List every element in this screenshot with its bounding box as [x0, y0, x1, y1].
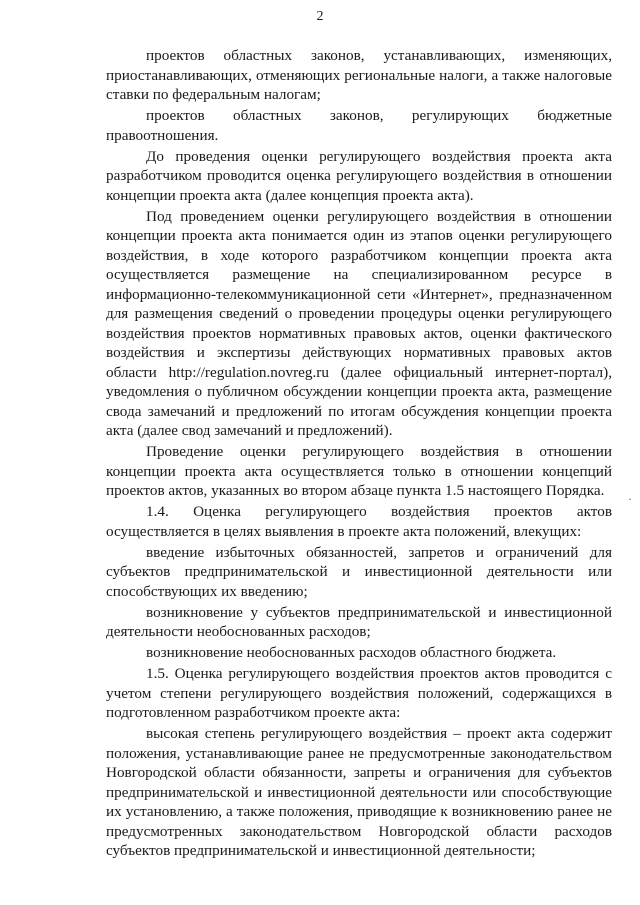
paragraph-concept-definition: Под проведением оценки регулирующего воздействия в отношении концепции проекта акта понимается один из этапов оценки регулирующего воздействия, в ходе которого разработчиком концепции проекта акта осуществляется размещение на специализированном ресурсе в информационно-телекоммуникационной сети «Интернет», предназначенном для размещения сведений о проведении процедуры оценки регулирующего воздействия проектов нормативных правовых актов, оценки фактического воздействия и экспертизы действующих нормативных правовых актов области http://regulation.novreg.ru (далее официальный интернет-портал), уведомления о публичном обсуждении концепции проекта акта, размещение свода замечаний и предложений по итогам обсуждения концепции проекта акта (далее свод замечаний и предложений). [106, 207, 612, 439]
paragraph-unjustified-expenses: возникновение у субъектов предпринимательской и инвестиционной деятельности необоснованных расходов; [106, 603, 612, 640]
paragraph-concept-scope: Проведение оценки регулирующего воздействия в отношении концепции проекта акта осуществляется только в отношении концепций проектов актов, указанных во втором абзаце пункта 1.5 настоящего Порядка. [106, 443, 612, 499]
paragraph-high-degree: высокая степень регулирующего воздействия – проект акта содержит положения, устанавливающие ранее не предусмотренные законодательством Новгородской области обязанности, запреты и ограничения для субъектов предпринимательской и инвестиционной деятельности или способствующие их установлению, а также положения, приводящие к возникновению ранее не предусмотренных законодательством Новгородской области расходов субъектов предпринимательской и инвестиционной деятельности; [106, 725, 612, 859]
paragraph-section-1-5: 1.5. Оценка регулирующего воздействия проектов актов проводится с учетом степени регулирующего воздействия положений, содержащихся в подготовленном разработчиком проекте акта: [106, 665, 612, 721]
body-text [106, 46, 612, 861]
paragraph-section-1-4: 1.4. Оценка регулирующего воздействия проектов актов осуществляется в целях выявления в проекте акта положений, влекущих: [106, 503, 612, 540]
paragraph-budget-expenses: возникновение необоснованных расходов областного бюджета. [146, 644, 557, 661]
margin-mark: · [628, 492, 632, 506]
page-number: 2 [316, 9, 324, 24]
paragraph-tax-laws: проектов областных законов, устанавливающих, изменяющих, приостанавливающих, отменяющих региональные налоги, а также налоговые ставки по федеральным налогам; [106, 47, 612, 103]
paragraph-excessive-obligations: введение избыточных обязанностей, запретов и ограничений для субъектов предпринимательской и инвестиционной деятельности или способствующих их введению; [106, 543, 612, 600]
paragraph-budget-laws: проектов областных законов, регулирующих бюджетные правоотношения. [106, 107, 612, 144]
paragraph-concept-assessment: До проведения оценки регулирующего воздействия проекта акта разработчиком проводится оценка регулирующего воздействия в отношении концепции проекта акта (далее концепция проекта акта). [106, 147, 612, 204]
